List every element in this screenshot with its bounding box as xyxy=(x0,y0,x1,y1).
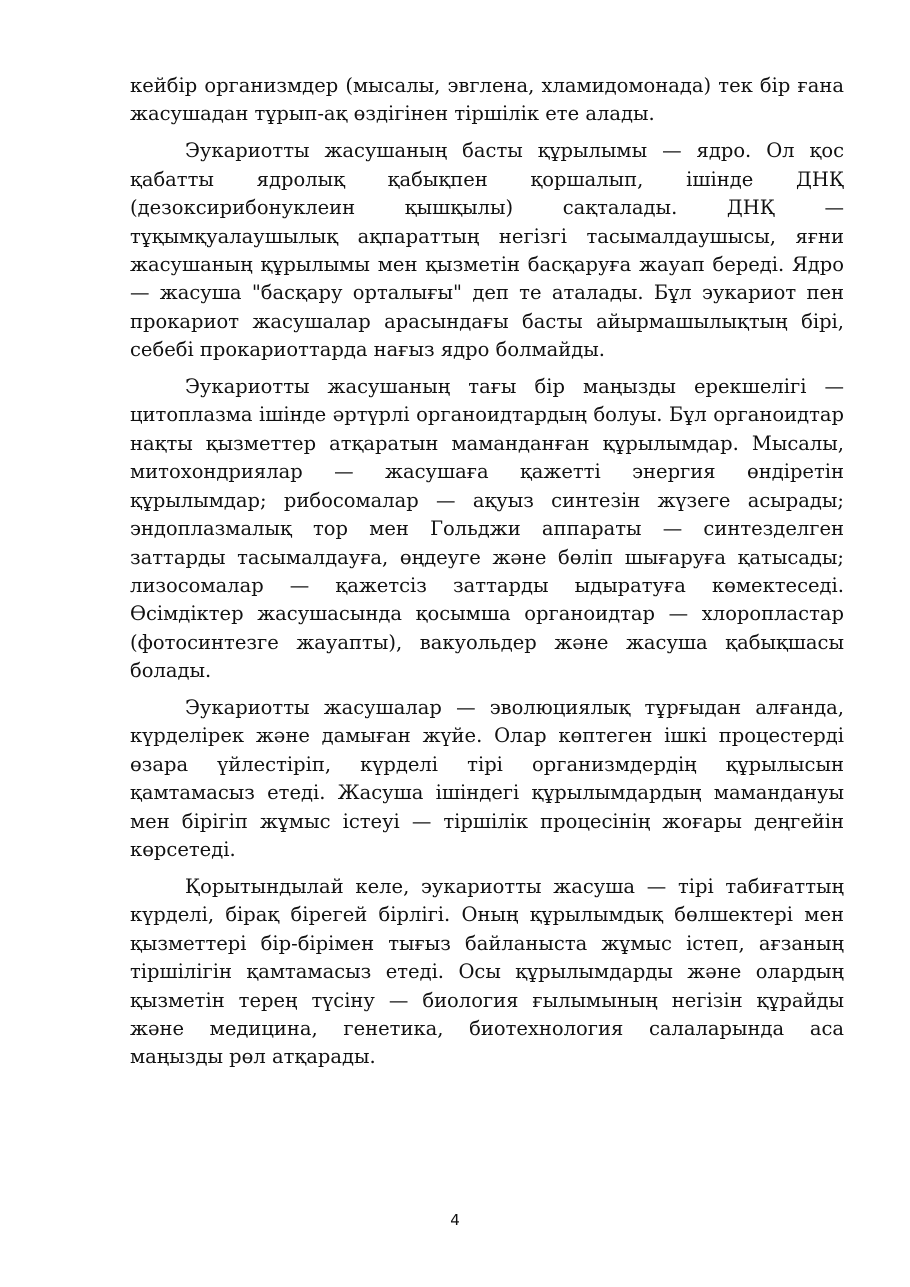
paragraph-2: Эукариотты жасушаның басты құрылымы — ядро. Ол қос қабатты ядролық қабықпен қоршалып, ішінде ДНҚ (дезоксирибонуклеин қышқылы) сақталады. ДНҚ — тұқымқуалаушылық ақпараттың негізгі тасымалдаушысы, яғни жасушаның құрылымы мен қызметін басқаруға жауап береді. Ядро — жасуша "басқару орталығы" деп те аталады. Бұл эукариот пен прокариот жасушалар арасындағы басты айырмашылықтың бірі, себебі прокариоттарда нағыз ядро болмайды. xyxy=(130,139,844,362)
paragraph-1: кейбір организмдер (мысалы, эвглена, хламидомонада) тек бір ғана жасушадан тұрып-ақ өздігінен тіршілік ете алады. xyxy=(130,74,844,126)
paragraph-5: Қорытындылай келе, эукариотты жасуша — тірі табиғаттың күрделі, бірақ бірегей бірлігі. Оның құрылымдық бөлшектері мен қызметтері бір-бірімен тығыз байланыста жұмыс істеп, ағзаның тіршілігін қамтамасыз етеді. Осы құрылымдарды және олардың қызметін терең түсіну — биология ғылымының негізін құрайды және медицина, генетика, биотехнология салаларында аса маңызды рөл атқарады. xyxy=(130,874,844,1069)
page-number: 4 xyxy=(450,1211,460,1229)
paragraph-3: Эукариотты жасушаның тағы бір маңызды ерекшелігі — цитоплазма ішінде әртүрлі органоидтардың болуы. Бұл органоидтар нақты қызметтер атқаратын маманданған құрылымдар. Мысалы, митохондриялар — жасушаға қажетті энергия өндіретін құрылымдар; рибосомалар — ақуыз синтезін жүзеге асырады; эндоплазмалық тор мен Гольджи аппараты — синтезделген заттарды тасымалдауға, өңдеуге және бөліп шығаруға қатысады; лизосомалар — қажетсіз заттарды ыдыратуға көмектеседі. Өсімдіктер жасушасында қосымша органоидтар — хлоропластар (фотосинтезге жауапты), вакуольдер және жасуша қабықшасы болады. xyxy=(130,375,844,683)
paragraph-4: Эукариотты жасушалар — эволюциялық тұрғыдан алғанда, күрделірек және дамыған жүйе. Олар көптеген ішкі процестерді өзара үйлестіріп, күрделі тірі организмдердің құрылысын қамтамасыз етеді. Жасуша ішіндегі құрылымдардың мамандануы мен бірігіп жұмыс істеуі — тіршілік процесінің жоғары деңгейін көрсетеді. xyxy=(130,696,844,862)
document-body xyxy=(130,72,844,1080)
